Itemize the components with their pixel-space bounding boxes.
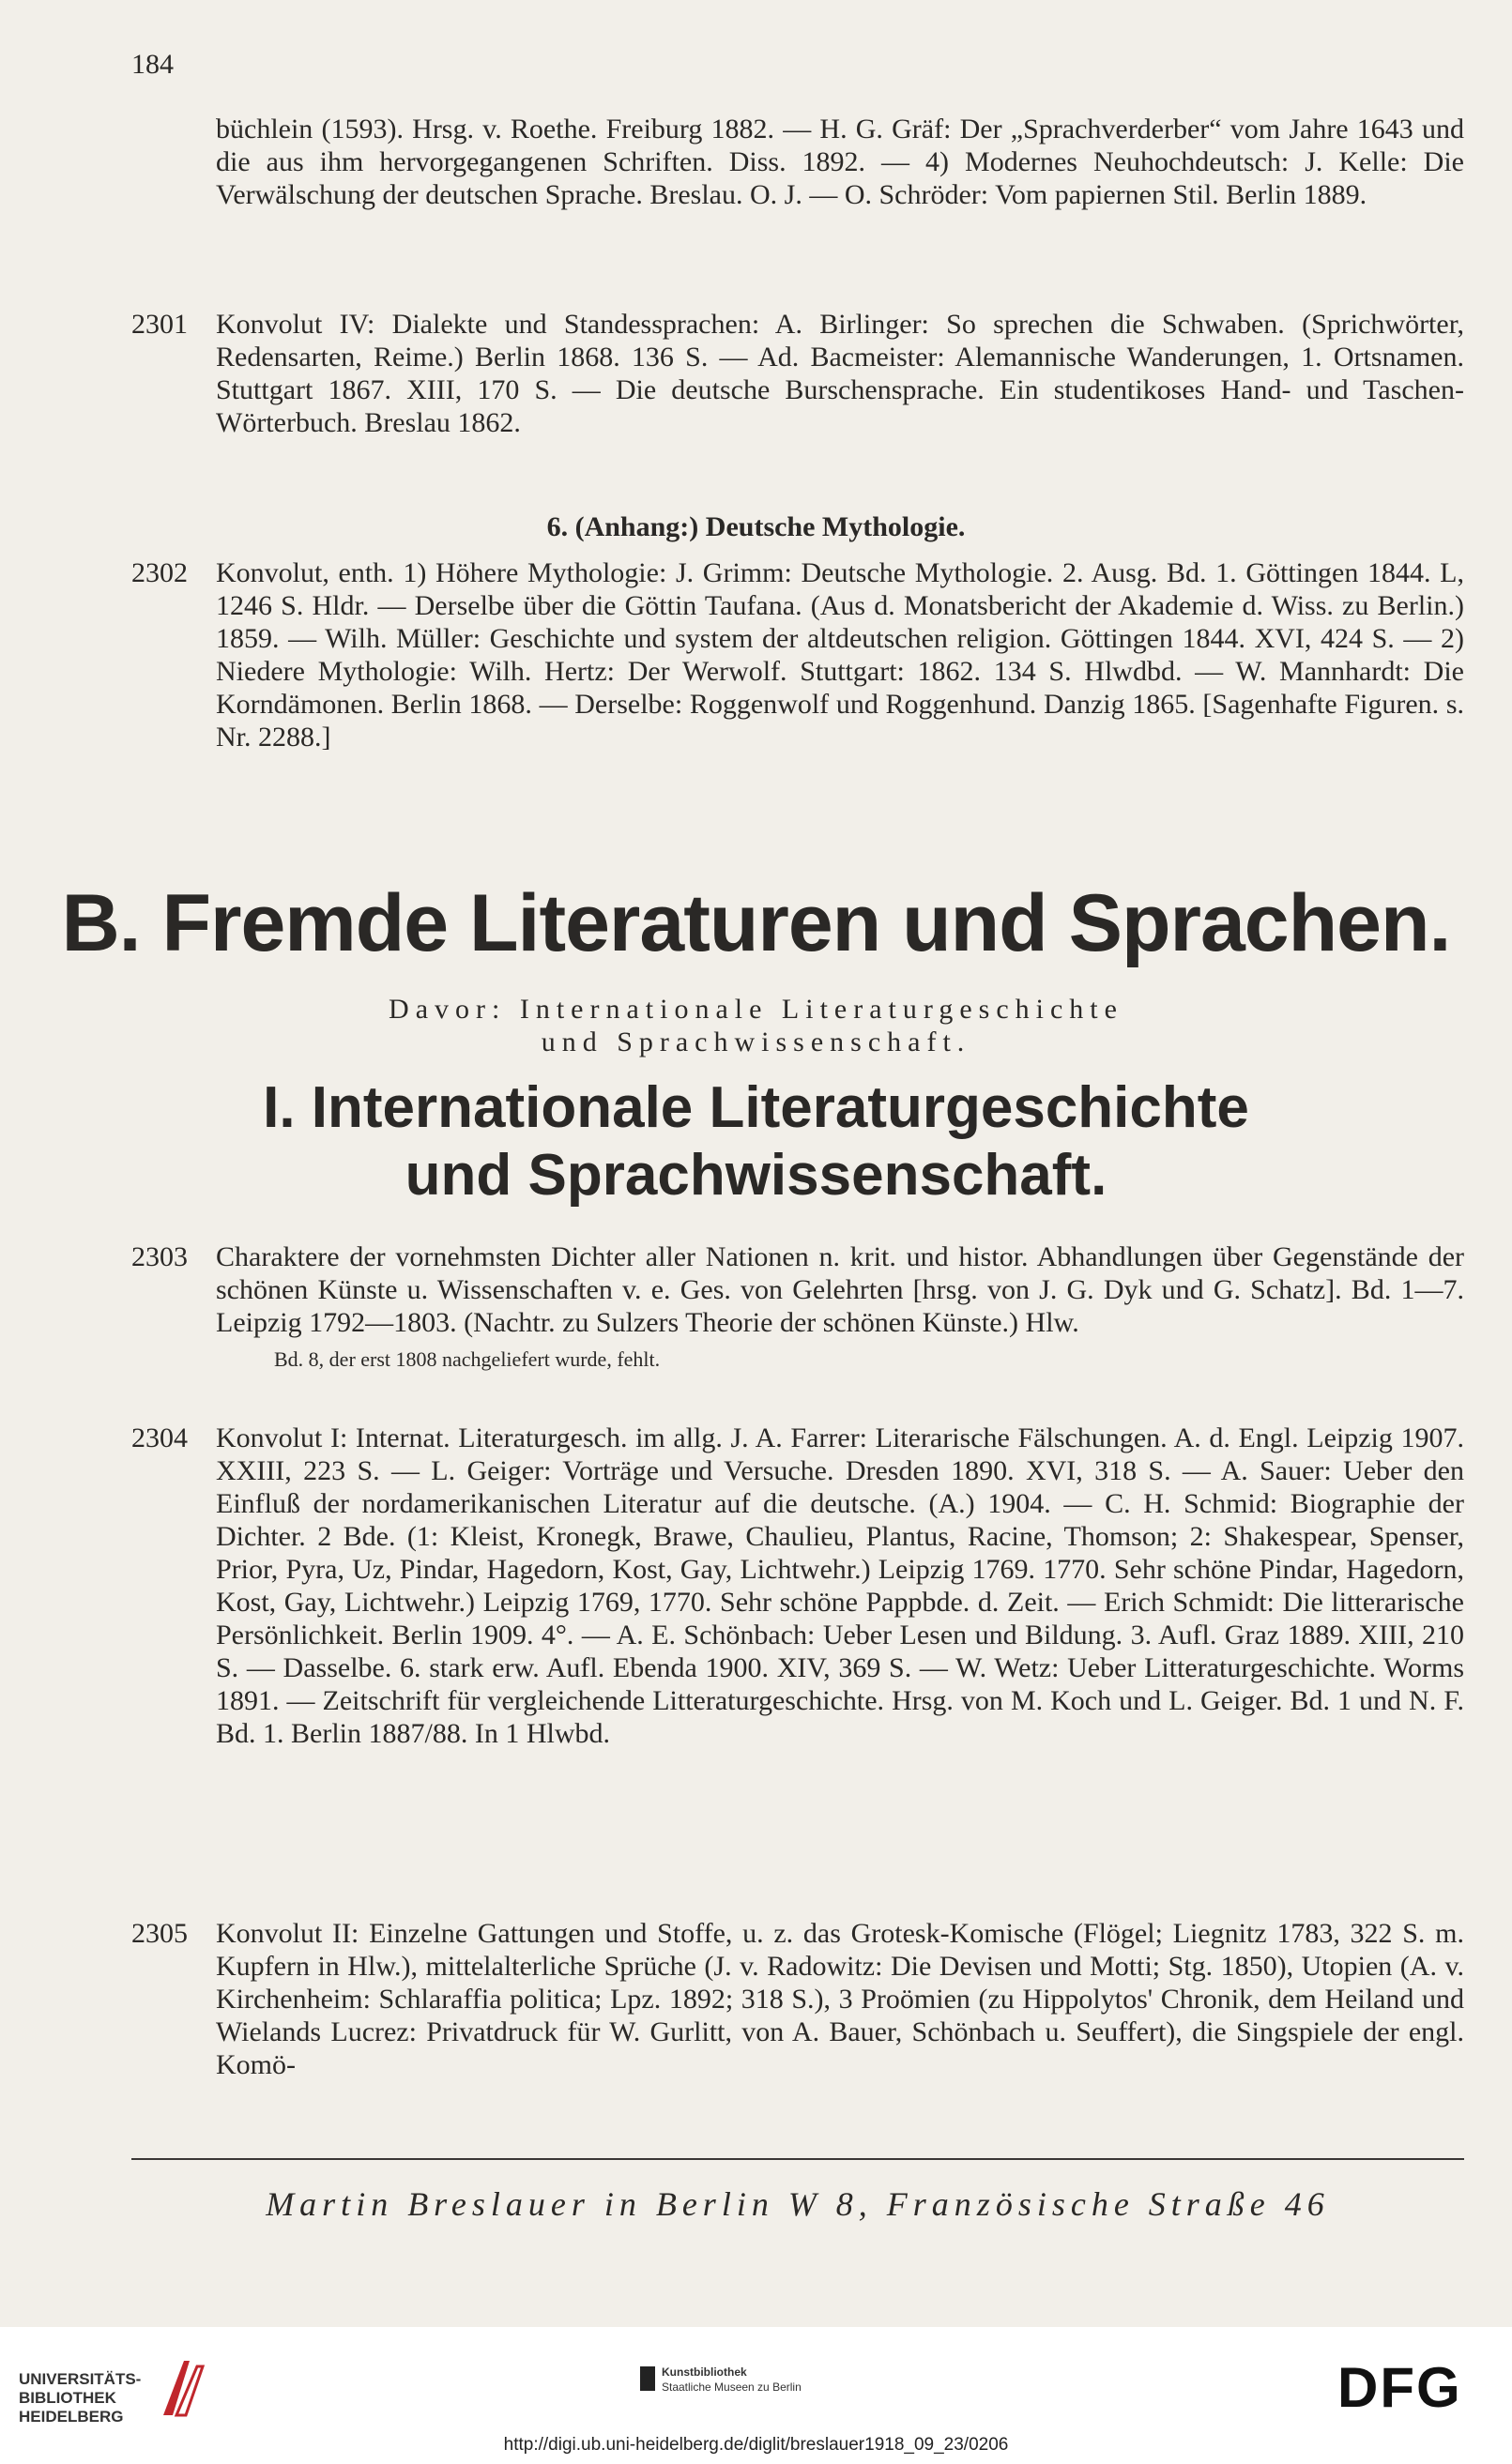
entry-number: 2304	[131, 1422, 188, 1453]
source-url[interactable]: http://digi.ub.uni-heidelberg.de/diglit/breslauer1918_09_23/0206	[503, 2435, 1009, 2455]
entry-text: Konvolut, enth. 1) Höhere Mythologie: J. Grimm: Deutsche Mythologie. 2. Ausg. Bd. 1. Göttingen 1844. L, 1246 S. Hldr. — Derselbe über die Göttin Taufana. (Aus d. Monatsbericht der Akademie d. Wiss. zu Berlin.) 1859. — Wilh. Müller: Geschichte und system der altdeutschen religion. Göttingen 1844. XVI, 424 S. — 2) Niedere Mythologie: Wilh. Hertz: Der Werwolf. Stuttgart: 1862. 134 S. Hlwdbd. — W. Mannhardt: Die Korndämonen. Berlin 1868. — Derselbe: Roggenwolf und Roggenhund. Danzig 1865. [Sagenhafte Figuren. s. Nr. 2288.]	[216, 557, 1464, 753]
footer-imprint: Martin Breslauer in Berlin W 8, Französische Straße 46	[266, 2185, 1330, 2223]
uni-label-line: BIBLIOTHEK	[19, 2389, 116, 2407]
entry-2305	[131, 1917, 1464, 2081]
entry-text: Konvolut II: Einzelne Gattungen und Stoffe, u. z. das Grotesk-Komische (Flögel; Liegnitz 1783, 322 S. m. Kupfern in Hlw.), mittelalterliche Sprüche (J. v. Radowitz: Die Devisen und Motti; Stg. 1850), Utopien (A. v. Kirchenheim: Schlaraffia politica; Lpz. 1892; 318 S.), 3 Proömien (zu Hippolytos' Chronik, dem Heiland und Wielands Lucrez: Privatdruck für W. Gurlitt, von A. Bauer, Schönbach u. Seuffert), die Singspiele der engl. Komö-	[216, 1918, 1464, 2080]
entry-2302	[131, 556, 1464, 753]
uni-label-line: UNIVERSITÄTS-	[19, 2370, 142, 2388]
entry-text: Konvolut IV: Dialekte und Standessprachen: A. Birlinger: So sprechen die Schwaben. (Sprichwörter, Redensarten, Reime.) Berlin 1868. 136 S. — Ad. Bacmeister: Alemannische Wanderungen, 1. Ortsnamen. Stuttgart 1867. XIII, 170 S. — Die deutsche Burschensprache. Ein studentikoses Hand- und Taschen-Wörterbuch. Breslau 1862.	[216, 309, 1464, 438]
entry-main-text: Charaktere der vornehmsten Dichter aller Nationen n. krit. und histor. Abhandlungen über Gegenstände der schönen Künste u. Wissenschaften v. e. Ges. von Gelehrten [hrsg. von J. G. Dyk und G. Schatz]. Bd. 1—7. Leipzig 1792—1803. (Nachtr. zu Sulzers Theorie der schönen Künste.) Hlw.	[216, 1241, 1464, 1338]
footer-rule	[131, 2158, 1464, 2160]
entry-number: 2301	[131, 309, 188, 340]
uni-label-line: HEIDELBERG	[19, 2408, 124, 2426]
entry-text	[216, 1240, 1464, 1376]
kunstbibliothek-label	[662, 2365, 802, 2395]
section-title-line-1: I. Internationale Literaturgeschichte	[263, 1075, 1249, 1140]
entry-2304	[131, 1422, 1464, 1750]
entry-2303	[131, 1240, 1464, 1376]
kunstbibliothek-logo-icon	[640, 2366, 655, 2391]
part-title: B. Fremde Literaturen und Sprachen.	[61, 878, 1451, 968]
davor-line-1: Davor: Internationale Literaturgeschichte	[389, 994, 1123, 1025]
entry-text: Konvolut I: Internat. Literaturgesch. im allg. J. A. Farrer: Literarische Fälschungen. A. d. Engl. Leipzig 1907. XXIII, 223 S. — L. Geiger: Vorträge und Versuche. Dresden 1890. XVI, 318 S. — A. Sauer: Ueber den Einfluß der nordamerikanischen Literatur auf die deutsche. (A.) 1904. — C. H. Schmid: Biographie der Dichter. 2 Bde. (1: Kleist, Kronegk, Brawe, Chaulieu, Plantus, Racine, Thomson; 2: Shakespear, Spenser, Prior, Pyra, Uz, Pindar, Hagedorn, Kost, Gay, Lichtwehr.) Leipzig 1769. 1770. Sehr schöne Pindar, Hagedorn, Kost, Gay, Lichtwehr.) Leipzig 1769, 1770. Sehr schöne Pappbde. d. Zeit. — Erich Schmidt: Die litterarische Persönlichkeit. Berlin 1909. 4°. — A. E. Schönbach: Ueber Lesen und Bildung. 3. Aufl. Graz 1889. XIII, 210 S. — Dasselbe. 6. stark erw. Aufl. Ebenda 1900. XIV, 369 S. — W. Wetz: Ueber Litteraturgeschichte. Worms 1891. — Zeitschrift für vergleichende Litteraturgeschichte. Hrsg. von M. Koch und L. Geiger. Bd. 1 und N. F. Bd. 1. Berlin 1887/88. In 1 Hlwbd.	[216, 1422, 1464, 1749]
entry-note: Bd. 8, der erst 1808 nachgeliefert wurde, fehlt.	[274, 1347, 661, 1371]
entry-number: 2302	[131, 557, 188, 588]
dfg-logo: DFG	[1337, 2356, 1462, 2419]
university-library-label	[19, 2370, 141, 2426]
page-number: 184	[131, 49, 174, 80]
section-title-line-2: und Sprachwissenschaft.	[405, 1143, 1107, 1208]
kb-label-line: Staatliche Museen zu Berlin	[662, 2380, 802, 2394]
intro-text: büchlein (1593). Hrsg. v. Roethe. Freiburg 1882. — H. G. Gräf: Der „Sprachverderber“ vom Jahre 1643 und die aus ihm hervorgegangenen Schriften. Diss. 1892. — 4) Modernes Neuhochdeutsch: J. Kelle: Die Verwälschung der deutschen Sprache. Breslau. O. J. — O. Schröder: Vom papiernen Stil. Berlin 1889.	[216, 114, 1464, 210]
entry-number: 2303	[131, 1241, 188, 1272]
intro-paragraph	[216, 113, 1464, 211]
kb-label-line: Kunstbibliothek	[662, 2365, 747, 2379]
entry-number: 2305	[131, 1918, 188, 1949]
university-logo-icon	[158, 2355, 208, 2421]
entry-2301	[131, 308, 1464, 439]
subsection-heading: 6. (Anhang:) Deutsche Mythologie.	[546, 511, 966, 542]
davor-line-2: und Sprachwissenschaft.	[541, 1027, 971, 1057]
